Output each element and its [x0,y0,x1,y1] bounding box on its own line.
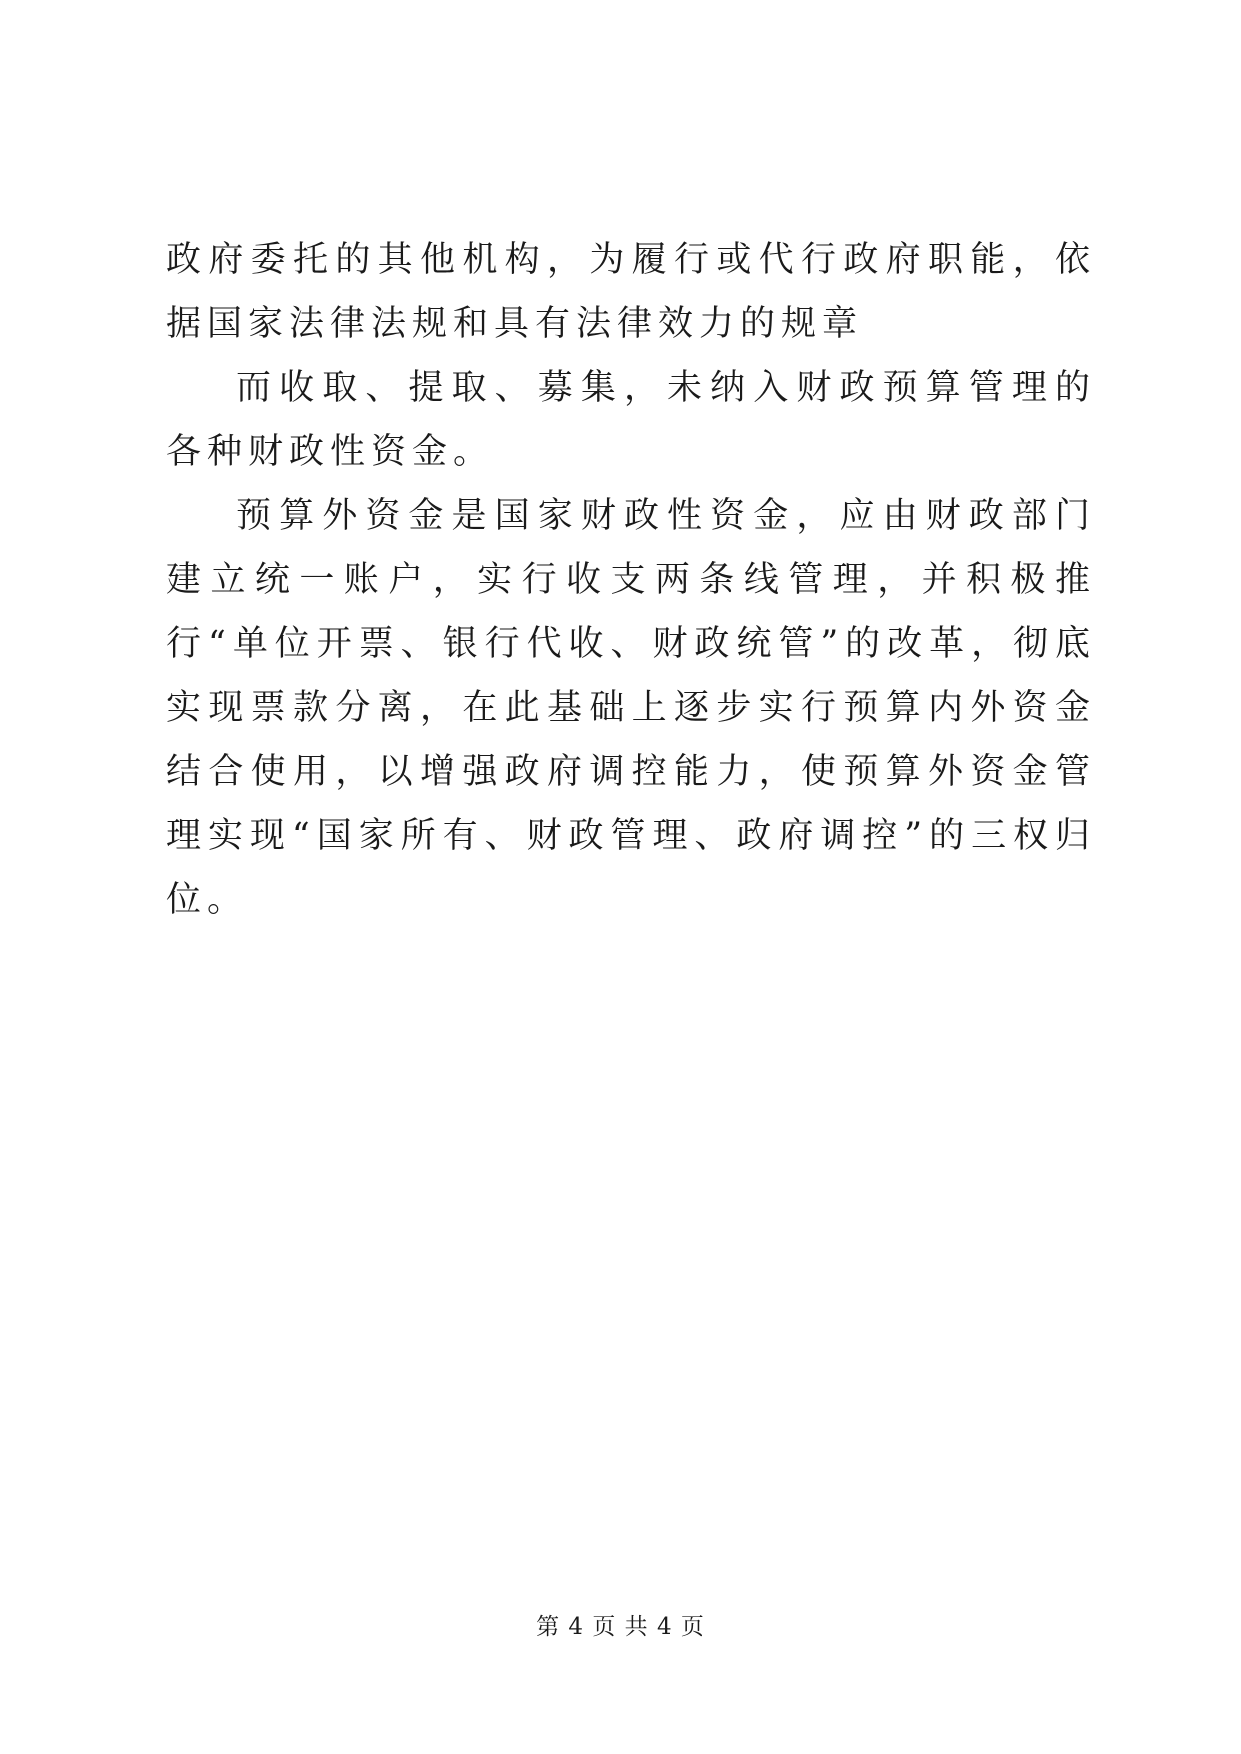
page-number-footer: 第 4 页 共 4 页 [536,1614,705,1640]
paragraph-2: 而收取、提取、募集，未纳入财政预算管理的各种财政性资金。 [166,368,1096,472]
paragraph-1: 政府委托的其他机构，为履行或代行政府职能，依据国家法律法规和具有法律效力的规章 [166,240,1096,344]
paragraph-3: 预算外资金是国家财政性资金，应由财政部门建立统一账户，实行收支两条线管理，并积极推行“单位开票、银行代收、财政统管”的改革，彻底实现票款分离，在此基础上逐步实行预算内外资金结合使用，以增强政府调控能力，使预算外资金管理实现“国家所有、财政管理、政府调控”的三权归位。 [166,496,1096,920]
document-body [166,228,1096,932]
